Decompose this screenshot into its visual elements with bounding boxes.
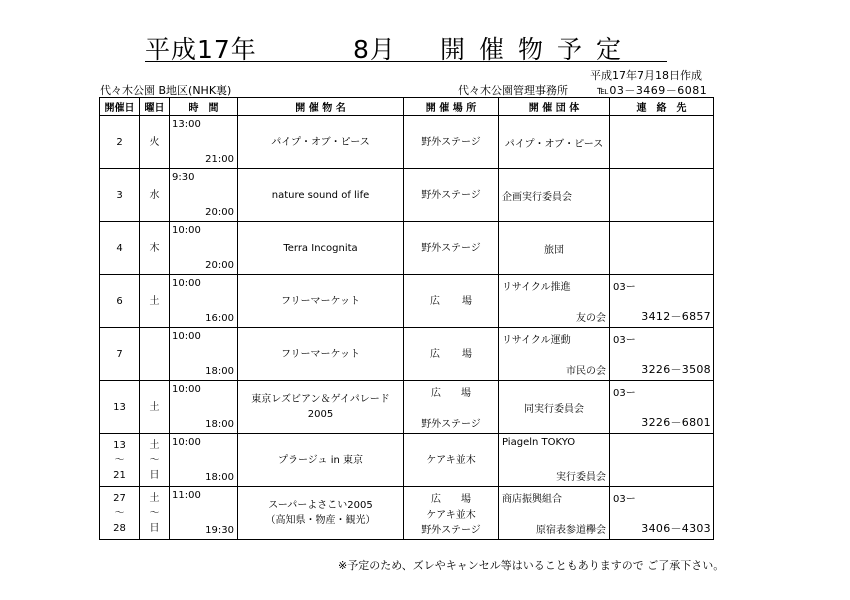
contact-number: 3406－4303 <box>641 522 711 535</box>
organizer-cell <box>499 487 610 540</box>
organizer-cell <box>499 222 610 275</box>
office-tel: ℡03－3469－6081 <box>597 84 708 97</box>
footnote: ※予定のため、ズレやキャンセル等はいることもありますので ご了承下さい。 <box>338 559 725 572</box>
venue-line: 野外ステージ <box>421 419 481 430</box>
date-cell <box>100 169 140 222</box>
event-cell <box>238 328 404 381</box>
organizer-cell <box>499 169 610 222</box>
weekday-line: 木 <box>149 242 160 254</box>
event-cell <box>238 275 404 328</box>
date-line: 13 <box>113 401 126 413</box>
col-venue: 開 催 場 所 <box>404 98 499 116</box>
event-cell <box>238 222 404 275</box>
contact-cell <box>610 169 714 222</box>
col-date: 開催日 <box>100 98 140 116</box>
event-cell <box>238 381 404 434</box>
weekday-line: 土 <box>149 439 160 451</box>
organizer-line2: 市民の会 <box>566 366 606 377</box>
organizer-name: 同実行委員会 <box>524 403 584 415</box>
date-cell <box>100 222 140 275</box>
table-row <box>100 275 714 328</box>
start-time: 11:00 <box>172 490 201 501</box>
table-row <box>100 434 714 487</box>
end-time: 20:00 <box>205 207 234 218</box>
venue-cell <box>404 487 499 540</box>
venue-line: ケアキ並木 <box>426 509 476 521</box>
contact-cell <box>610 434 714 487</box>
organizer-cell <box>499 381 610 434</box>
date-line: 7 <box>116 348 123 360</box>
time-cell <box>170 169 238 222</box>
date-line: 2 <box>116 136 123 148</box>
organizer-cell <box>499 116 610 169</box>
table-body <box>100 116 714 540</box>
contact-area-code: 03ー <box>613 335 636 346</box>
start-time: 10:00 <box>172 225 201 236</box>
event-name: スーパーよさこい2005 <box>268 500 373 511</box>
organizer-cell <box>499 328 610 381</box>
date-line: 27 <box>113 492 126 504</box>
organizer-line1: Piageln TOKYO <box>502 437 576 448</box>
contact-number: 3226－3508 <box>641 363 711 376</box>
weekday-line: ～ <box>149 507 160 519</box>
table-row <box>100 116 714 169</box>
weekday-cell <box>140 328 170 381</box>
event-name: フリーマーケット <box>280 348 361 360</box>
contact-area-code: 03ー <box>613 282 636 293</box>
venue-cell <box>404 434 499 487</box>
venue-name: 野外ステージ <box>421 136 481 148</box>
event-name: （高知県・物産・観光） <box>265 515 376 526</box>
weekday-cell <box>140 222 170 275</box>
weekday-cell <box>140 169 170 222</box>
weekday-cell <box>140 434 170 487</box>
venue-name: 野外ステージ <box>421 189 481 201</box>
event-name: nature sound of life <box>271 189 370 201</box>
organizer-name: パイプ・オブ・ピース <box>504 138 604 150</box>
weekday-line: 水 <box>149 189 160 201</box>
contact-cell <box>610 487 714 540</box>
event-cell <box>238 116 404 169</box>
office-label: 代々木公園管理事務所 <box>458 84 568 97</box>
event-name: プラージュ in 東京 <box>277 454 364 466</box>
organizer-cell <box>499 275 610 328</box>
title-underline <box>145 61 667 62</box>
event-name: パイプ・オブ・ピース <box>271 136 370 148</box>
time-cell <box>170 381 238 434</box>
weekday-line: 土 <box>149 492 160 504</box>
col-time: 時 間 <box>170 98 238 116</box>
start-time: 9:30 <box>172 172 195 183</box>
start-time: 13:00 <box>172 119 201 130</box>
time-cell <box>170 222 238 275</box>
weekday-line: 日 <box>149 522 160 534</box>
venue-line: 広 場 <box>431 388 471 399</box>
end-time: 18:00 <box>205 472 234 483</box>
contact-cell <box>610 275 714 328</box>
title-year: 平成17年 <box>145 35 257 64</box>
date-line: 21 <box>113 469 126 481</box>
weekday-line: ～ <box>149 454 160 466</box>
date-cell <box>100 328 140 381</box>
col-event: 開 催 物 名 <box>238 98 404 116</box>
contact-cell <box>610 222 714 275</box>
header-row <box>100 98 714 116</box>
contact-area-code: 03ー <box>613 388 636 399</box>
table-row <box>100 328 714 381</box>
date-line: 4 <box>116 242 123 254</box>
date-line: 3 <box>116 189 123 201</box>
end-time: 19:30 <box>205 525 234 536</box>
time-cell <box>170 328 238 381</box>
end-time: 18:00 <box>205 419 234 430</box>
date-line: 13 <box>113 439 126 451</box>
weekday-line: 日 <box>149 469 160 481</box>
weekday-cell <box>140 381 170 434</box>
date-line: 6 <box>116 295 123 307</box>
organizer-line1: リサイクル推進 <box>502 282 571 293</box>
weekday-line: 土 <box>149 295 160 307</box>
start-time: 10:00 <box>172 384 201 395</box>
date-cell <box>100 116 140 169</box>
organizer-line2: 原宿表参道欅会 <box>536 525 606 536</box>
weekday-cell <box>140 275 170 328</box>
date-cell <box>100 381 140 434</box>
venue-cell <box>404 116 499 169</box>
table-row <box>100 169 714 222</box>
date-line: ～ <box>114 507 125 519</box>
col-contact: 連 絡 先 <box>610 98 714 116</box>
weekday-line: 土 <box>149 401 160 413</box>
contact-number: 3412－6857 <box>641 310 711 323</box>
weekday-line: 火 <box>149 136 160 148</box>
venue-cell <box>404 381 499 434</box>
date-line: ～ <box>114 454 125 466</box>
event-name: Terra Incognita <box>283 242 358 254</box>
date-cell <box>100 434 140 487</box>
organizer-line1: リサイクル運動 <box>502 335 571 346</box>
page-title <box>145 30 665 62</box>
organizer-line1: 商店振興組合 <box>502 494 562 505</box>
title-month: 8月 <box>353 35 396 64</box>
table-row <box>100 487 714 540</box>
venue-line: 広 場 <box>431 494 471 505</box>
venue-cell <box>404 169 499 222</box>
venue-name: 広場 <box>430 348 494 360</box>
venue-cell <box>404 328 499 381</box>
organizer-name: 旅団 <box>544 244 564 256</box>
time-cell <box>170 434 238 487</box>
contact-area-code: 03ー <box>613 494 636 505</box>
organizer-cell <box>499 434 610 487</box>
weekday-cell <box>140 487 170 540</box>
col-organizer: 開 催 団 体 <box>499 98 610 116</box>
event-cell <box>238 169 404 222</box>
contact-number: 3226－6801 <box>641 416 711 429</box>
table-row <box>100 381 714 434</box>
weekday-cell <box>140 116 170 169</box>
end-time: 18:00 <box>205 366 234 377</box>
organizer-line2: 実行委員会 <box>556 472 606 483</box>
contact-cell <box>610 381 714 434</box>
end-time: 16:00 <box>205 313 234 324</box>
end-time: 20:00 <box>205 260 234 271</box>
time-cell <box>170 275 238 328</box>
end-time: 21:00 <box>205 154 234 165</box>
created-date: 平成17年7月18日作成 <box>590 69 702 82</box>
table-row <box>100 222 714 275</box>
venue-name: 野外ステージ <box>421 242 481 254</box>
contact-cell <box>610 328 714 381</box>
event-cell <box>238 434 404 487</box>
schedule-table <box>99 97 714 540</box>
start-time: 10:00 <box>172 331 201 342</box>
date-cell <box>100 487 140 540</box>
date-cell <box>100 275 140 328</box>
park-label: 代々木公園 B地区(NHK裏) <box>100 84 232 97</box>
col-weekday: 曜日 <box>140 98 170 116</box>
contact-cell <box>610 116 714 169</box>
date-line: 28 <box>113 522 126 534</box>
start-time: 10:00 <box>172 278 201 289</box>
title-schedule: 開催物予定 <box>440 35 636 64</box>
event-cell <box>238 487 404 540</box>
event-name: フリーマーケット <box>280 295 361 307</box>
time-cell <box>170 487 238 540</box>
organizer-name: 企画実行委員会 <box>502 191 572 203</box>
start-time: 10:00 <box>172 437 201 448</box>
venue-line: 野外ステージ <box>421 525 481 536</box>
time-cell <box>170 116 238 169</box>
venue-cell <box>404 275 499 328</box>
event-name: 東京レズビアン＆ゲイパレード <box>251 394 390 405</box>
venue-name: ケアキ並木 <box>426 454 476 466</box>
venue-name: 広場 <box>430 295 494 307</box>
organizer-line2: 友の会 <box>576 313 606 324</box>
event-name: 2005 <box>307 409 334 420</box>
venue-cell <box>404 222 499 275</box>
